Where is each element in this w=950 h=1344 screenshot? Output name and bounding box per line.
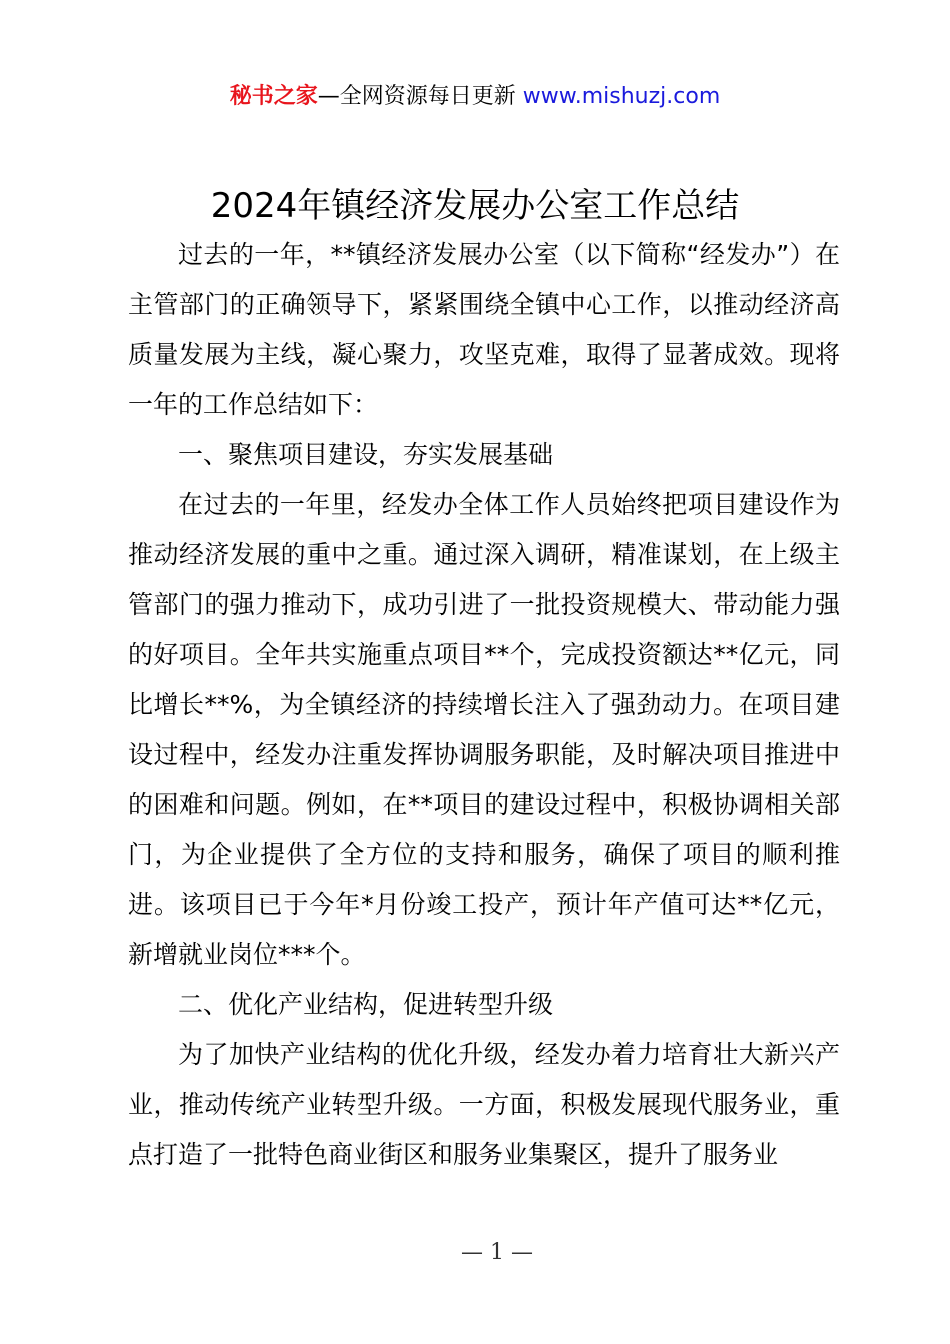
- page-number: — 1 —: [461, 1240, 533, 1265]
- section-heading-1: 一、聚焦项目建设，夯实发展基础: [178, 440, 554, 469]
- banner-slogan: —全网资源每日更新: [317, 84, 516, 109]
- section-paragraph-1: 在过去的一年里，经发办全体工作人员始终把项目建设作为推动经济发展的重中之重。通过深入调研，精准谋划，在上级主管部门的强力推动下，成功引进了一批投资规模大、带动能力强的好项目。全年共实施重点项目**个，完成投资额达**亿元，同比增长**%，为全镇经济的持续增长注入了强劲动力。在项目建设过程中，经发办注重发挥协调服务职能，及时解决项目推进中的困难和问题。例如，在**项目的建设过程中，积极协调相关部门，为企业提供了全方位的支持和服务，确保了项目的顺利推进。该项目已于今年*月份竣工投产，预计年产值可达**亿元，新增就业岗位***个。: [128, 490, 840, 969]
- banner-brand: 秘书之家: [229, 84, 318, 109]
- banner-url-link[interactable]: www.mishuzj.com: [522, 84, 721, 109]
- document-title: 2024年镇经济发展办公室工作总结: [210, 186, 740, 226]
- site-banner: [0, 80, 950, 114]
- section-heading-2: 二、优化产业结构，促进转型升级: [178, 990, 554, 1019]
- document-body: [128, 230, 840, 1180]
- intro-paragraph: 过去的一年，**镇经济发展办公室（以下简称“经发办”）在主管部门的正确领导下，紧紧围绕全镇中心工作，以推动经济高质量发展为主线，凝心聚力，攻坚克难，取得了显著成效。现将一年的工作总结如下：: [128, 240, 840, 419]
- section-paragraph-2: 为了加快产业结构的优化升级，经发办着力培育壮大新兴产业，推动传统产业转型升级。一方面，积极发展现代服务业，重点打造了一批特色商业街区和服务业集聚区，提升了服务业: [128, 1040, 840, 1169]
